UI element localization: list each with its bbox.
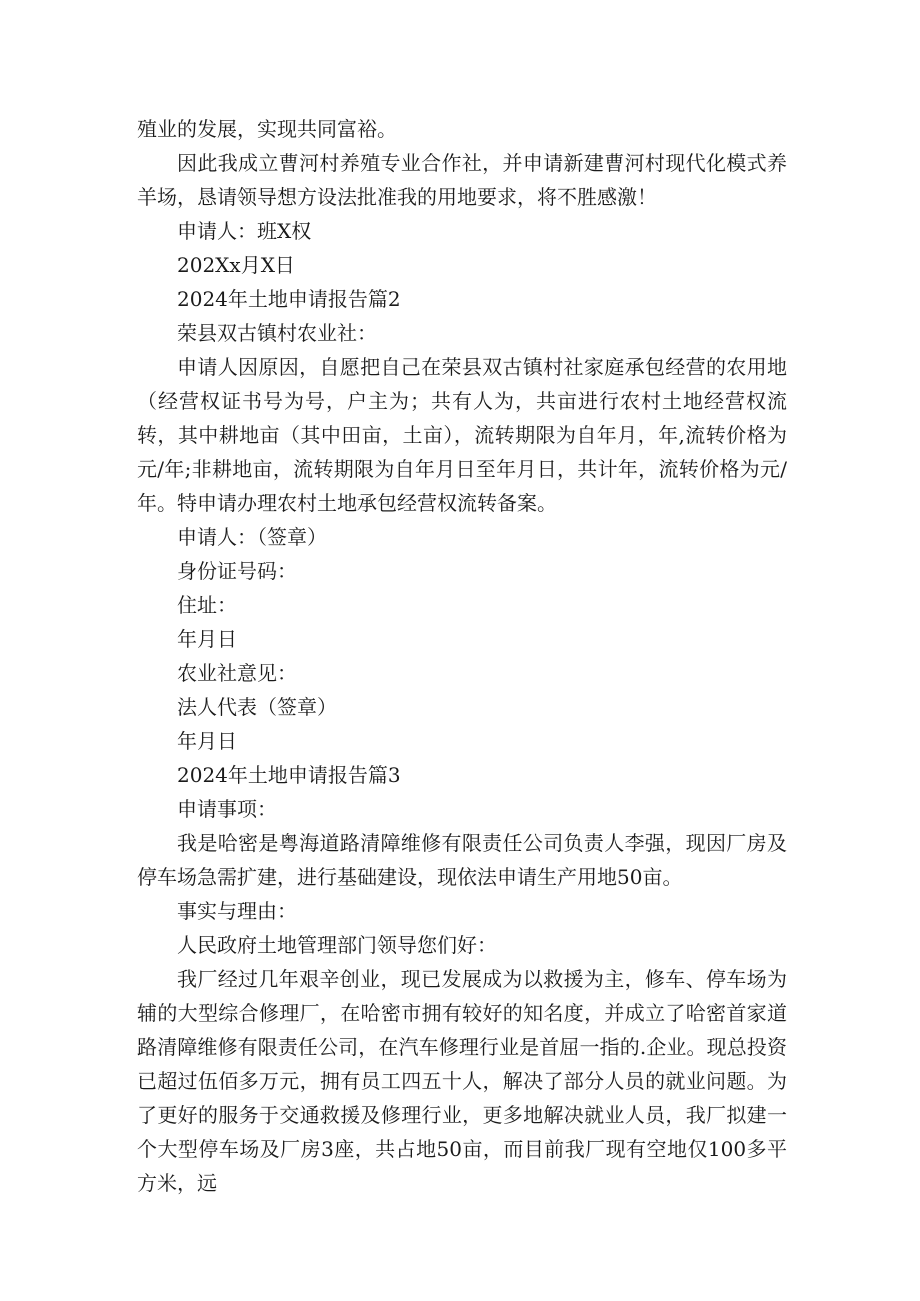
salutation-line: 人民政府土地管理部门领导您们好： [177,933,497,957]
address-line: 住址： [177,593,237,617]
date-line: 年月日 [177,729,237,753]
section-heading-2: 2024年土地申请报告篇2 [177,287,401,311]
paragraph-continuation: 殖业的发展，实现共同富裕。 [137,117,397,141]
document-body [137,112,787,1200]
paragraph-transfer: 申请人因原因，自愿把自己在荣县双古镇村社家庭承包经营的农用地（经营权证书号为号，户主为；共有人为，共亩进行农村土地经营权流转，其中耕地亩（其中田亩，土亩），流转期限为自年月，年,流转价格为元/年;非耕地亩，流转期限为自年月日至年月日，共计年，流转价格为元/年。特申请办理农村土地承包经营权流转备案。 [137,355,787,515]
applicant-signature-line: 申请人：（签章） [177,525,327,549]
date-line: 202Xx月X日 [177,253,295,277]
section-heading-3: 2024年土地申请报告篇3 [177,763,401,787]
date-line: 年月日 [177,627,237,651]
legal-representative-line: 法人代表（签章） [177,695,337,719]
applicant-line: 申请人：班X权 [177,219,312,243]
id-number-line: 身份证号码： [177,559,297,583]
paragraph-facts: 我厂经过几年艰辛创业，现已发展成为以救援为主，修车、停车场为辅的大型综合修理厂，在哈密市拥有较好的知名度，并成立了哈密首家道路清障维修有限责任公司，在汽车修理行业是首屈一指的.企业。现总投资已超过伍佰多万元，拥有员工四五十人，解决了部分人员的就业问题。为了更好的服务于交通救援及修理行业，更多地解决就业人员，我厂拟建一个大型停车场及厂房3座，共占地50亩，而目前我厂现有空地仅100多平方米，远 [137,967,787,1195]
paragraph-request-items: 我是哈密是粤海道路清障维修有限责任公司负责人李强，现因厂房及停车场急需扩建，进行基础建设，现依法申请生产用地50亩。 [137,831,787,889]
paragraph-request: 因此我成立曹河村养殖专业合作社，并申请新建曹河村现代化模式养羊场，恳请领导想方设法批准我的用地要求，将不胜感激！ [137,151,787,209]
facts-reasons-heading: 事实与理由： [177,899,297,923]
cooperative-opinion-line: 农业社意见： [177,661,297,685]
request-items-heading: 申请事项： [177,797,277,821]
addressee-line: 荣县双古镇村农业社： [177,321,377,345]
